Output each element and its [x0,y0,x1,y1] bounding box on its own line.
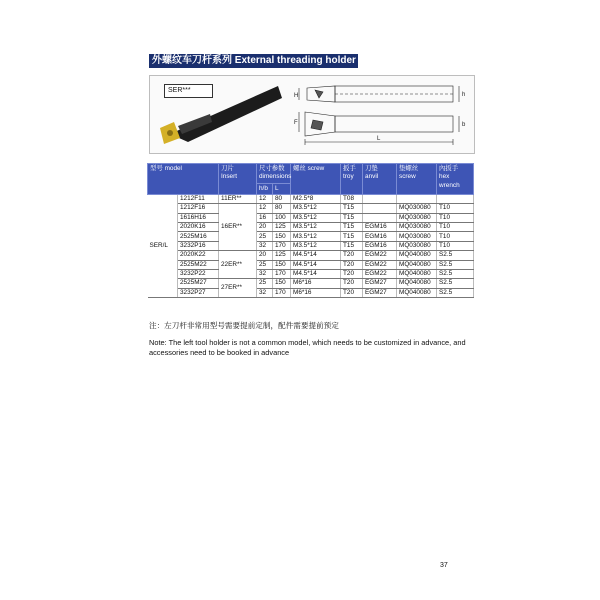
anvil-screw-cell: MQ040080 [397,260,437,269]
anvil-screw-cell: MQ030080 [397,241,437,250]
length-cell: 170 [273,241,291,250]
model-cell: 1212F11 [178,194,219,203]
screw-cell: M4.5*14 [291,270,341,279]
spec-table [147,163,474,298]
anvil-cell: EGM27 [363,279,397,288]
header-anvil-screw: 垫螺丝 screw [397,164,437,195]
group-label-cell: SER/L [148,194,178,297]
technical-drawing [293,78,471,150]
model-cell: 2525M27 [178,279,219,288]
hb-cell: 12 [257,194,273,203]
anvil-cell: EGM16 [363,223,397,232]
table-row [148,194,474,203]
page-number: 37 [440,562,448,569]
header-l: L [273,183,291,194]
anvil-screw-cell: MQ030080 [397,223,437,232]
header-anvil: 刀垫 anvil [363,164,397,195]
table-row [148,288,474,297]
hex-wrench-cell: S2.5 [437,270,474,279]
screw-cell: M3.5*12 [291,232,341,241]
screw-cell: M4.5*14 [291,251,341,260]
note-english: Note: The left tool holder is not a common model, which needs to be customized in advance, and accessories need to be booked in advance [149,338,466,357]
anvil-cell [363,194,397,203]
svg-text:F: F [294,120,298,126]
hb-cell: 32 [257,241,273,250]
hex-wrench-cell: S2.5 [437,251,474,260]
model-cell: 2020K22 [178,251,219,260]
anvil-screw-cell: MQ030080 [397,232,437,241]
hex-wrench-cell: S2.5 [437,288,474,297]
hb-cell: 16 [257,213,273,222]
length-cell: 80 [273,194,291,203]
screw-cell: M3.5*12 [291,213,341,222]
figure-label: SER*** [164,84,213,98]
header-insert: 刀片 Insert [219,164,257,195]
svg-text:h: h [462,92,466,98]
table-row [148,223,474,232]
hex-wrench-cell: T10 [437,204,474,213]
troy-cell: T15 [341,204,363,213]
header-screw: 螺丝 screw [291,164,341,195]
header-hb: h/b [257,183,273,194]
anvil-cell [363,204,397,213]
insert-cell: 16ER** [219,204,257,251]
anvil-screw-cell: MQ040080 [397,270,437,279]
model-cell: 3232P22 [178,270,219,279]
length-cell: 125 [273,251,291,260]
anvil-screw-cell: MQ030080 [397,213,437,222]
screw-cell: M3.5*12 [291,241,341,250]
model-cell: 2525M16 [178,232,219,241]
header-dimensions: 尺寸参数 dimensions [257,164,291,184]
anvil-screw-cell: MQ040080 [397,251,437,260]
anvil-cell [363,213,397,222]
insert-cell: 22ER** [219,251,257,279]
hex-wrench-cell: T10 [437,241,474,250]
header-wrench: 扳手 troy [341,164,363,195]
length-cell: 150 [273,232,291,241]
troy-cell: T20 [341,288,363,297]
troy-cell: T20 [341,270,363,279]
length-cell: 170 [273,288,291,297]
table-row [148,251,474,260]
section-title: 外螺纹车刀杆系列 External threading holder [149,54,358,68]
troy-cell: T15 [341,232,363,241]
length-cell: 125 [273,223,291,232]
table-row [148,260,474,269]
table-row [148,213,474,222]
hb-cell: 20 [257,223,273,232]
svg-text:H: H [294,93,299,99]
length-cell: 150 [273,279,291,288]
hex-wrench-cell: T10 [437,213,474,222]
length-cell: 80 [273,204,291,213]
svg-text:b: b [462,122,466,128]
hb-cell: 32 [257,270,273,279]
note-chinese: 注：左刀杆非常用型号需要提前定制，配件需要提前预定 [149,321,339,330]
model-cell: 2525M22 [178,260,219,269]
anvil-cell: EGM16 [363,241,397,250]
troy-cell: T20 [341,251,363,260]
anvil-cell: EGM22 [363,270,397,279]
table-row [148,232,474,241]
length-cell: 170 [273,270,291,279]
table-row [148,270,474,279]
table-row [148,279,474,288]
anvil-screw-cell: MQ040080 [397,279,437,288]
model-cell: 1212F16 [178,204,219,213]
hex-wrench-cell: S2.5 [437,279,474,288]
screw-cell: M6*16 [291,279,341,288]
model-cell: 3232P16 [178,241,219,250]
screw-cell: M3.5*12 [291,204,341,213]
hb-cell: 12 [257,204,273,213]
header-model: 型号 model [148,164,219,195]
hb-cell: 20 [257,251,273,260]
model-cell: 2020K16 [178,223,219,232]
screw-cell: M4.5*14 [291,260,341,269]
anvil-cell: EGM22 [363,251,397,260]
hex-wrench-cell: T10 [437,223,474,232]
length-cell: 150 [273,260,291,269]
insert-cell: 27ER** [219,279,257,298]
hb-cell: 25 [257,232,273,241]
model-cell: 3232P27 [178,288,219,297]
svg-text:L: L [377,136,381,142]
hb-cell: 25 [257,260,273,269]
insert-cell: 11ER** [219,194,257,203]
length-cell: 100 [273,213,291,222]
screw-cell: M6*16 [291,288,341,297]
troy-cell: T08 [341,194,363,203]
anvil-cell: EGM22 [363,260,397,269]
anvil-screw-cell [397,194,437,203]
troy-cell: T15 [341,223,363,232]
model-cell: 1616H16 [178,213,219,222]
troy-cell: T15 [341,213,363,222]
hb-cell: 32 [257,288,273,297]
anvil-screw-cell: MQ040080 [397,288,437,297]
anvil-screw-cell: MQ030080 [397,204,437,213]
header-hex-wrench: 內扳手 hex wrench [437,164,474,195]
troy-cell: T20 [341,279,363,288]
troy-cell: T15 [341,241,363,250]
hex-wrench-cell: T10 [437,232,474,241]
troy-cell: T20 [341,260,363,269]
anvil-cell: EGM27 [363,288,397,297]
product-figure [149,75,475,154]
hex-wrench-cell [437,194,474,203]
table-row [148,241,474,250]
anvil-cell: EGM16 [363,232,397,241]
table-row [148,204,474,213]
hb-cell: 25 [257,279,273,288]
hex-wrench-cell: S2.5 [437,260,474,269]
screw-cell: M2.5*8 [291,194,341,203]
screw-cell: M3.5*12 [291,223,341,232]
